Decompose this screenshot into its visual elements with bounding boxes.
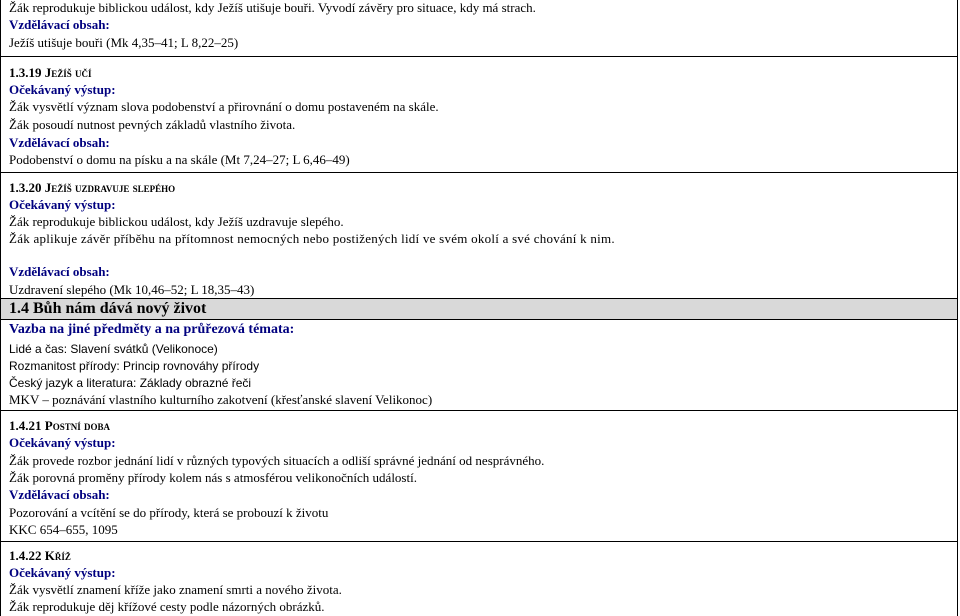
section-heading: 1.3.20 Ježíš uzdravuje slepého xyxy=(9,180,176,195)
chapter-heading: 1.4 Bůh nám dává nový život xyxy=(9,300,207,317)
content-label: Vzdělávací obsah: xyxy=(9,17,110,32)
link-line: Český jazyk a literatura: Základy obrazné řeči xyxy=(9,376,252,390)
content-line: Podobenství o domu na písku a na skále (Mt 7,24–27; L 6,46–49) xyxy=(9,152,350,167)
content-line: Ježíš utišuje bouři (Mk 4,35–41; L 8,22–25) xyxy=(9,35,239,50)
link-line: MKV – poznávání vlastního kulturního zakotvení (křesťanské slavení Velikonoc) xyxy=(9,392,433,407)
links-label: Vazba na jiné předměty a na průřezová témata: xyxy=(9,322,295,337)
section-divider xyxy=(1,172,957,173)
expected-output-label: Očekávaný výstup: xyxy=(9,435,116,450)
section-divider xyxy=(1,319,957,320)
expected-output-line: Žák aplikuje závěr příběhu na přítomnost nemocných nebo postižených lidí ve svém okolí a své chování k nim. xyxy=(9,231,615,246)
section-heading: 1.4.22 Kříž xyxy=(9,548,71,563)
expected-output-line: Žák posoudí nutnost pevných základů vlastního života. xyxy=(9,117,296,132)
expected-output-line: Žák reprodukuje děj křížové cesty podle názorných obrázků. xyxy=(9,599,325,614)
expected-output-label: Očekávaný výstup: xyxy=(9,197,116,212)
content-line: Uzdravení slepého (Mk 10,46–52; L 18,35–43) xyxy=(9,282,255,297)
link-line: Lidé a čas: Slavení svátků (Velikonoce) xyxy=(9,342,218,356)
expected-output-line: Žák reprodukuje biblickou událost, kdy Ježíš utišuje bouři. Vyvodí závěry pro situace, kdy má strach. xyxy=(9,0,536,15)
section-divider xyxy=(1,56,957,57)
content-label: Vzdělávací obsah: xyxy=(9,487,110,502)
section-heading: 1.3.19 Ježíš učí xyxy=(9,65,92,80)
link-line: Rozmanitost přírody: Princip rovnováhy přírody xyxy=(9,359,260,373)
section-divider xyxy=(1,541,957,542)
content-label: Vzdělávací obsah: xyxy=(9,264,110,279)
content-label: Vzdělávací obsah: xyxy=(9,135,110,150)
expected-output-line: Žák porovná proměny přírody kolem nás s atmosférou velikonočních událostí. xyxy=(9,470,417,485)
section-heading: 1.4.21 Postní doba xyxy=(9,418,110,433)
expected-output-line: Žák vysvětlí znamení kříže jako znamení smrti a nového života. xyxy=(9,582,342,597)
content-line: KKC 654–655, 1095 xyxy=(9,522,118,537)
expected-output-label: Očekávaný výstup: xyxy=(9,565,116,580)
expected-output-line: Žák reprodukuje biblickou událost, kdy Ježíš uzdravuje slepého. xyxy=(9,214,344,229)
expected-output-line: Žák provede rozbor jednání lidí v různých typových situacích a odliší správné jednání od nesprávného. xyxy=(9,453,545,468)
expected-output-line: Žák vysvětlí význam slova podobenství a přirovnání o domu postaveném na skále. xyxy=(9,99,439,114)
expected-output-label: Očekávaný výstup: xyxy=(9,82,116,97)
content-line: Pozorování a vcítění se do přírody, která se probouzí k životu xyxy=(9,505,329,520)
section-divider xyxy=(1,410,957,411)
